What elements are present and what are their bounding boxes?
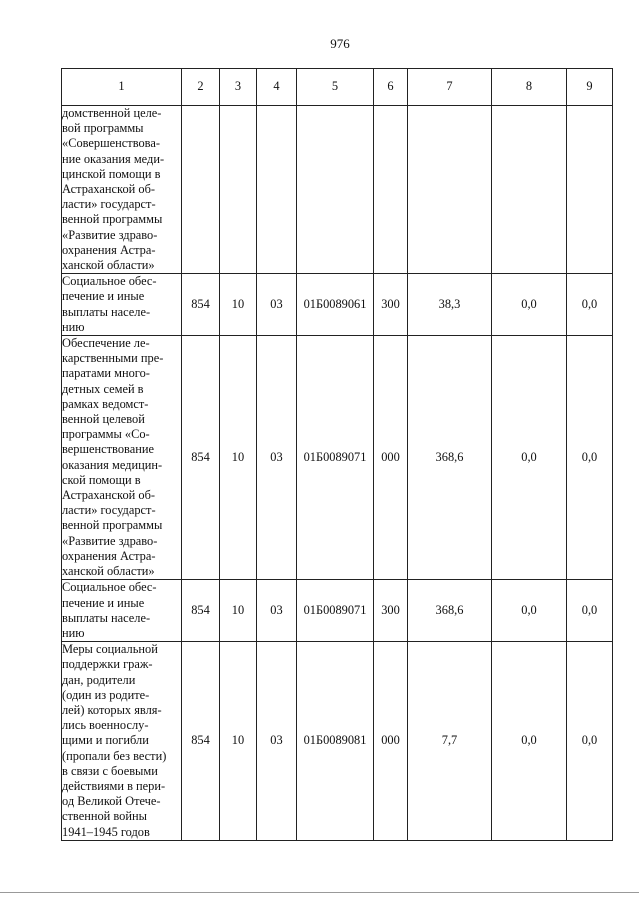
- cell-c9: 0,0: [567, 580, 613, 642]
- cell-c9: [567, 106, 613, 274]
- cell-c5: 01Б0089071: [297, 580, 374, 642]
- cell-c8: 0,0: [492, 274, 567, 336]
- description-line: Астраханской об-: [62, 488, 156, 503]
- column-header: 2: [182, 69, 220, 106]
- description-line: в связи с боевыми: [62, 763, 158, 778]
- description-line: Социальное обес-: [62, 274, 157, 289]
- column-header: 8: [492, 69, 567, 106]
- description-line: печение и иные: [62, 595, 145, 610]
- description-line: цинской помощи в: [62, 166, 161, 181]
- description-line: Астраханской об-: [62, 182, 156, 197]
- cell-c4: 03: [257, 274, 297, 336]
- cell-c5: [297, 106, 374, 274]
- row-description: [62, 336, 182, 580]
- description-line: (один из родите-: [62, 687, 150, 702]
- cell-c2: [182, 106, 220, 274]
- cell-c9: 0,0: [567, 336, 613, 580]
- description-line: поддержки граж-: [62, 657, 153, 672]
- cell-c3: 10: [220, 336, 257, 580]
- description-line: «Развитие здраво-: [62, 533, 158, 548]
- cell-c3: 10: [220, 274, 257, 336]
- column-header: 1: [62, 69, 182, 106]
- cell-c9: 0,0: [567, 642, 613, 841]
- description-line: (пропали без вести): [62, 748, 167, 763]
- description-line: карственными пре-: [62, 351, 164, 366]
- cell-c8: 0,0: [492, 336, 567, 580]
- description-line: ственной войны: [62, 809, 147, 824]
- column-header: 3: [220, 69, 257, 106]
- cell-c6: 000: [374, 336, 408, 580]
- row-description: [62, 580, 182, 642]
- cell-c2: 854: [182, 580, 220, 642]
- description-line: ние оказания меди-: [62, 151, 165, 166]
- cell-c2: 854: [182, 274, 220, 336]
- description-line: ской помощи в: [62, 472, 141, 487]
- description-line: нию: [62, 319, 85, 334]
- description-line: од Великой Отече-: [62, 794, 161, 809]
- description-line: «Развитие здраво-: [62, 227, 158, 242]
- description-line: охранения Астра-: [62, 548, 156, 563]
- description-line: Обеспечение ле-: [62, 336, 150, 351]
- cell-c8: 0,0: [492, 642, 567, 841]
- cell-c2: 854: [182, 336, 220, 580]
- cell-c9: 0,0: [567, 274, 613, 336]
- description-line: Меры социальной: [62, 642, 158, 657]
- description-line: детных семей в: [62, 381, 144, 396]
- description-line: щими и погибли: [62, 733, 149, 748]
- cell-c8: [492, 106, 567, 274]
- cell-c3: 10: [220, 580, 257, 642]
- column-header: 9: [567, 69, 613, 106]
- description-line: вершенствование: [62, 442, 154, 457]
- cell-c7: 7,7: [408, 642, 492, 841]
- description-line: вой программы: [62, 121, 144, 136]
- table-row: [62, 106, 613, 274]
- description-line: паратами много-: [62, 366, 150, 381]
- cell-c5: 01Б0089081: [297, 642, 374, 841]
- description-line: дан, родители: [62, 672, 136, 687]
- description-line: ханской области»: [62, 564, 155, 579]
- cell-c6: 300: [374, 580, 408, 642]
- description-line: лись военнослу-: [62, 718, 149, 733]
- cell-c7: 38,3: [408, 274, 492, 336]
- cell-c5: 01Б0089061: [297, 274, 374, 336]
- description-line: выплаты населе-: [62, 304, 151, 319]
- page-number: 976: [330, 36, 350, 51]
- description-line: охранения Астра-: [62, 242, 156, 257]
- row-description: [62, 106, 182, 274]
- budget-table: [61, 68, 613, 841]
- column-header: 6: [374, 69, 408, 106]
- description-line: рамках ведомст-: [62, 396, 149, 411]
- table-row: [62, 580, 613, 642]
- cell-c2: 854: [182, 642, 220, 841]
- cell-c7: 368,6: [408, 580, 492, 642]
- description-line: лей) которых явля-: [62, 702, 162, 717]
- cell-c4: [257, 106, 297, 274]
- description-line: венной программы: [62, 518, 163, 533]
- cell-c8: 0,0: [492, 580, 567, 642]
- cell-c6: [374, 106, 408, 274]
- column-header: 7: [408, 69, 492, 106]
- description-line: программы «Со-: [62, 427, 150, 442]
- description-line: печение и иные: [62, 289, 145, 304]
- cell-c6: 300: [374, 274, 408, 336]
- description-line: 1941–1945 годов: [62, 824, 150, 839]
- row-description: [62, 274, 182, 336]
- table-row: [62, 336, 613, 580]
- description-line: ласти» государст-: [62, 197, 156, 212]
- description-line: нию: [62, 625, 85, 640]
- table-row: [62, 274, 613, 336]
- description-line: домственной целе-: [62, 106, 162, 120]
- description-line: венной программы: [62, 212, 163, 227]
- cell-c7: 368,6: [408, 336, 492, 580]
- description-line: Социальное обес-: [62, 580, 157, 595]
- cell-c3: 10: [220, 642, 257, 841]
- cell-c4: 03: [257, 580, 297, 642]
- row-description: [62, 642, 182, 841]
- page-bottom-rule: [0, 892, 639, 893]
- description-line: венной целевой: [62, 412, 145, 427]
- description-line: оказания медицин-: [62, 457, 163, 472]
- cell-c4: 03: [257, 642, 297, 841]
- header-row: [62, 69, 613, 106]
- cell-c6: 000: [374, 642, 408, 841]
- description-line: ханской области»: [62, 258, 155, 273]
- cell-c7: [408, 106, 492, 274]
- description-line: выплаты населе-: [62, 610, 151, 625]
- description-line: действиями в пери-: [62, 778, 166, 793]
- description-line: «Совершенствова-: [62, 136, 160, 151]
- table-row: [62, 642, 613, 841]
- description-line: ласти» государст-: [62, 503, 156, 518]
- column-header: 4: [257, 69, 297, 106]
- cell-c5: 01Б0089071: [297, 336, 374, 580]
- column-header: 5: [297, 69, 374, 106]
- cell-c4: 03: [257, 336, 297, 580]
- cell-c3: [220, 106, 257, 274]
